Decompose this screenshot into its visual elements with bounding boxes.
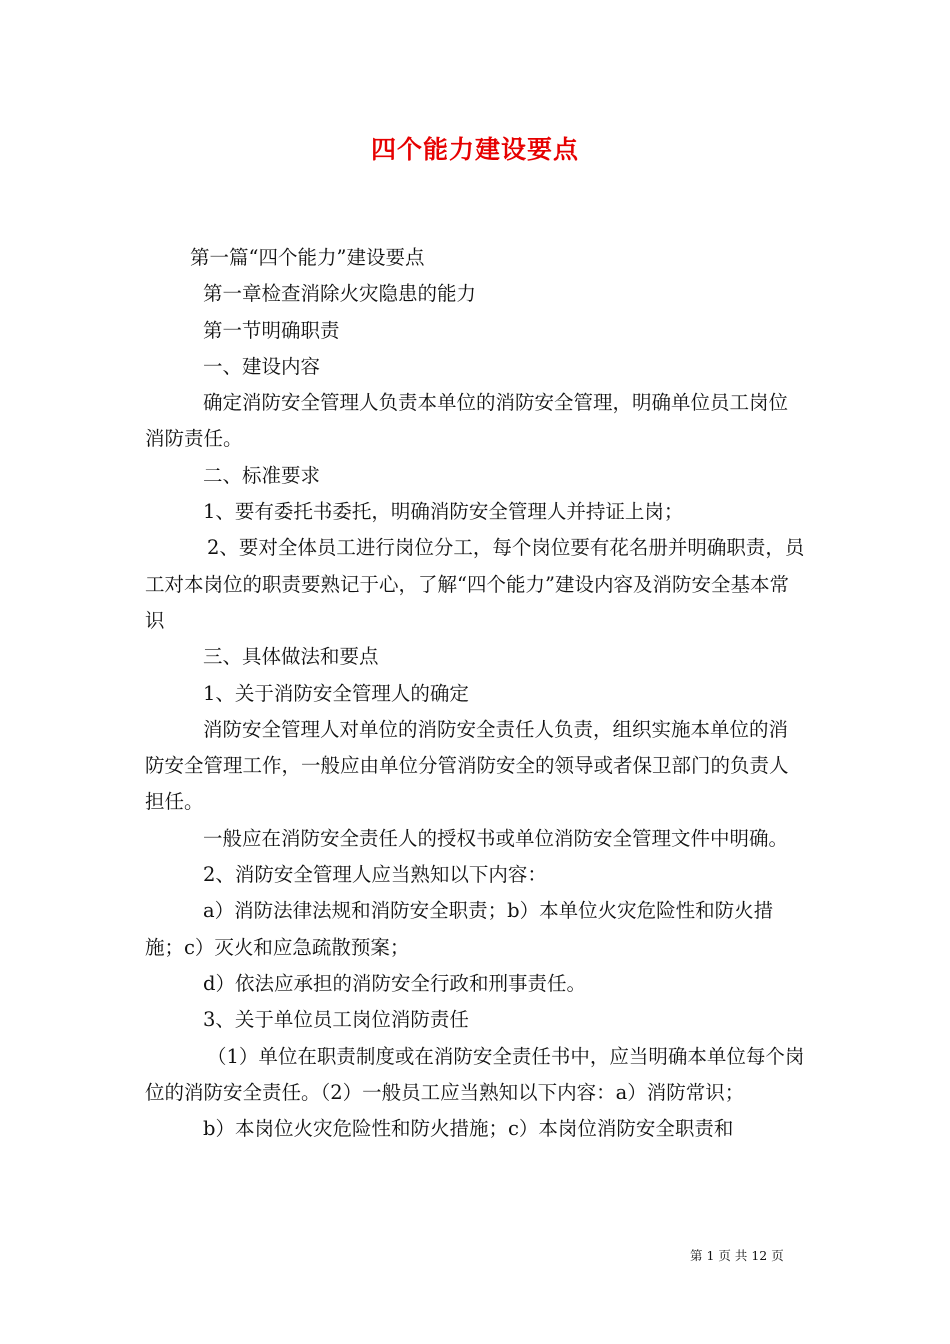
paragraph: 确定消防安全管理人负责本单位的消防安全管理，明确单位员工岗位消防责任。 bbox=[145, 391, 789, 451]
document-title: 四个能力建设要点 bbox=[370, 135, 579, 164]
document-body bbox=[145, 240, 807, 1147]
subheading-methods: 三、具体做法和要点 bbox=[203, 645, 379, 669]
paragraph: （1）单位在职责制度或在消防安全责任书中，应当明确本单位每个岗位的消防安全责任。（2）一般员工应当熟知以下内容：a）消防常识； bbox=[145, 1044, 805, 1104]
list-item: 1、要有委托书委托，明确消防安全管理人并持证上岗； bbox=[203, 500, 684, 524]
list-item: 2、消防安全管理人应当熟知以下内容： bbox=[203, 863, 547, 887]
paragraph: b）本岗位火灾危险性和防火措施；c）本岗位消防安全职责和 bbox=[203, 1117, 734, 1141]
page-number: 第 1 页 共 12 页 bbox=[690, 1248, 784, 1263]
paragraph: 消防安全管理人对单位的消防安全责任人负责，组织实施本单位的消防安全管理工作，一般应由单位分管消防安全的领导或者保卫部门的负责人担任。 bbox=[145, 717, 789, 814]
list-item: 1、关于消防安全管理人的确定 bbox=[203, 681, 469, 705]
subheading-requirements: 二、标准要求 bbox=[203, 463, 321, 487]
subheading-content: 一、建设内容 bbox=[203, 354, 321, 378]
section-heading: 第一节明确职责 bbox=[203, 318, 340, 342]
paragraph: d）依法应承担的消防安全行政和刑事责任。 bbox=[203, 971, 586, 995]
list-item: 3、关于单位员工岗位消防责任 bbox=[203, 1008, 469, 1032]
paragraph: a）消防法律法规和消防安全职责；b）本单位火灾危险性和防火措施；c）灭火和应急疏散预案； bbox=[145, 899, 774, 959]
list-item: 2、要对全体员工进行岗位分工，每个岗位要有花名册并明确职责，员工对本岗位的职责要熟记于心，了解“四个能力”建设内容及消防安全基本常识 bbox=[145, 536, 805, 632]
part-heading: 第一篇“四个能力”建设要点 bbox=[190, 246, 425, 269]
chapter-heading: 第一章检查消除火灾隐患的能力 bbox=[203, 282, 477, 306]
paragraph: 一般应在消防安全责任人的授权书或单位消防安全管理文件中明确。 bbox=[203, 826, 789, 850]
